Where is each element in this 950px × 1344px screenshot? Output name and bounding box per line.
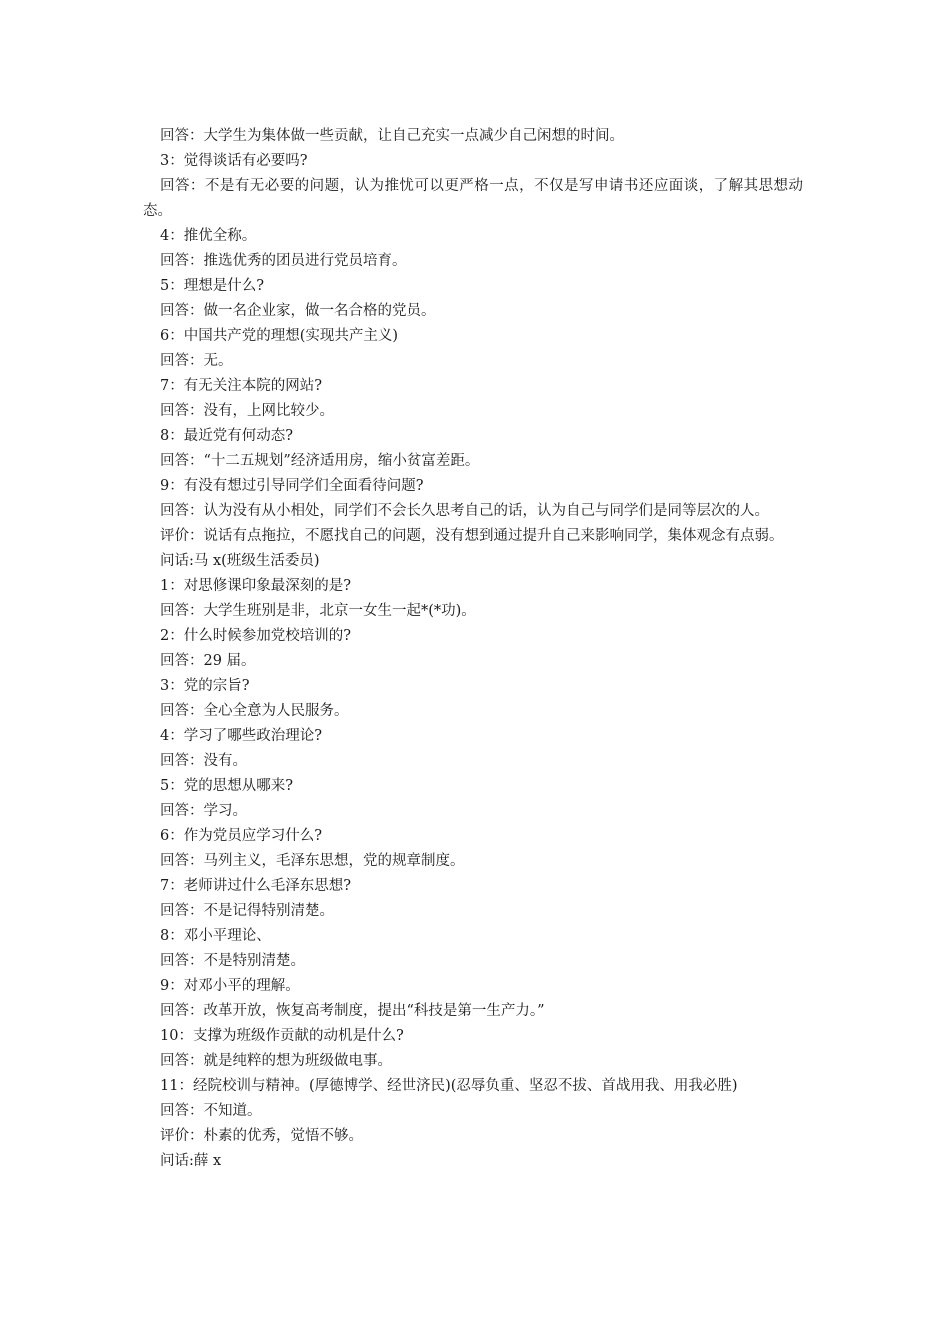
paragraph: 回答：学习。: [160, 803, 247, 819]
paragraph: 4：学习了哪些政治理论?: [160, 728, 322, 744]
paragraph: 6：中国共产党的理想(实现共产主义): [160, 328, 399, 344]
paragraph: 11：经院校训与精神。(厚德博学、经世济民)(忍辱负重、坚忍不拔、首战用我、用我必胜): [160, 1078, 738, 1094]
paragraph: 评价：朴素的优秀，觉悟不够。: [160, 1128, 363, 1144]
paragraph: 回答：不知道。: [160, 1103, 262, 1119]
paragraph: 回答：没有。: [160, 753, 247, 769]
paragraph: 回答：改革开放，恢复高考制度，提出“科技是第一生产力。”: [160, 1003, 545, 1019]
paragraph: 问话:马 x(班级生活委员): [160, 553, 320, 569]
paragraph: 5：理想是什么?: [160, 278, 264, 294]
paragraph: 回答：不是记得特别清楚。: [160, 903, 334, 919]
paragraph: 回答：不是有无必要的问题，认为推忧可以更严格一点，不仅是写申请书还应面谈，了解其思想动态。: [143, 178, 803, 219]
paragraph: 回答：做一名企业家，做一名合格的党员。: [160, 303, 436, 319]
paragraph: 3：党的宗旨?: [160, 678, 250, 694]
paragraph: 回答：认为没有从小相处，同学们不会长久思考自己的话，认为自己与同学们是同等层次的人。: [160, 503, 769, 519]
paragraph: 5：党的思想从哪来?: [160, 778, 293, 794]
paragraph: 回答：马列主义，毛泽东思想，党的规章制度。: [160, 853, 465, 869]
paragraph: 回答：“十二五规划”经济适用房，缩小贫富差距。: [160, 453, 480, 469]
paragraph: 回答：全心全意为人民服务。: [160, 703, 349, 719]
paragraph: 3：觉得谈话有必要吗?: [160, 153, 308, 169]
paragraph: 9：有没有想过引导同学们全面看待问题?: [160, 478, 424, 494]
paragraph: 评价：说话有点拖拉，不愿找自己的问题，没有想到通过提升自己来影响同学，集体观念有点弱。: [160, 528, 784, 544]
paragraph: 回答：大学生班别是非，北京一女生一起*(*功)。: [160, 603, 476, 619]
paragraph: 回答：没有，上网比较少。: [160, 403, 334, 419]
paragraph: 1：对思修课印象最深刻的是?: [160, 578, 351, 594]
paragraph: 回答：不是特别清楚。: [160, 953, 305, 969]
paragraph: 8：最近党有何动态?: [160, 428, 293, 444]
paragraph: 2：什么时候参加党校培训的?: [160, 628, 351, 644]
paragraph: 回答：就是纯粹的想为班级做电事。: [160, 1053, 392, 1069]
document-body: [143, 124, 803, 1174]
paragraph: 10：支撑为班级作贡献的动机是什么?: [160, 1028, 404, 1044]
paragraph: 9：对邓小平的理解。: [160, 978, 300, 994]
paragraph: 回答：29 届。: [160, 653, 256, 669]
paragraph: 问话:薛 x: [160, 1153, 222, 1169]
paragraph: 7：老师讲过什么毛泽东思想?: [160, 878, 351, 894]
paragraph: 回答：无。: [160, 353, 233, 369]
paragraph: 7：有无关注本院的网站?: [160, 378, 322, 394]
paragraph: 4：推优全称。: [160, 228, 257, 244]
paragraph: 回答：大学生为集体做一些贡献，让自己充实一点减少自己闲想的时间。: [160, 128, 624, 144]
paragraph: 6：作为党员应学习什么?: [160, 828, 322, 844]
paragraph: 8：邓小平理论、: [160, 928, 271, 944]
paragraph: 回答：推选优秀的团员进行党员培育。: [160, 253, 407, 269]
